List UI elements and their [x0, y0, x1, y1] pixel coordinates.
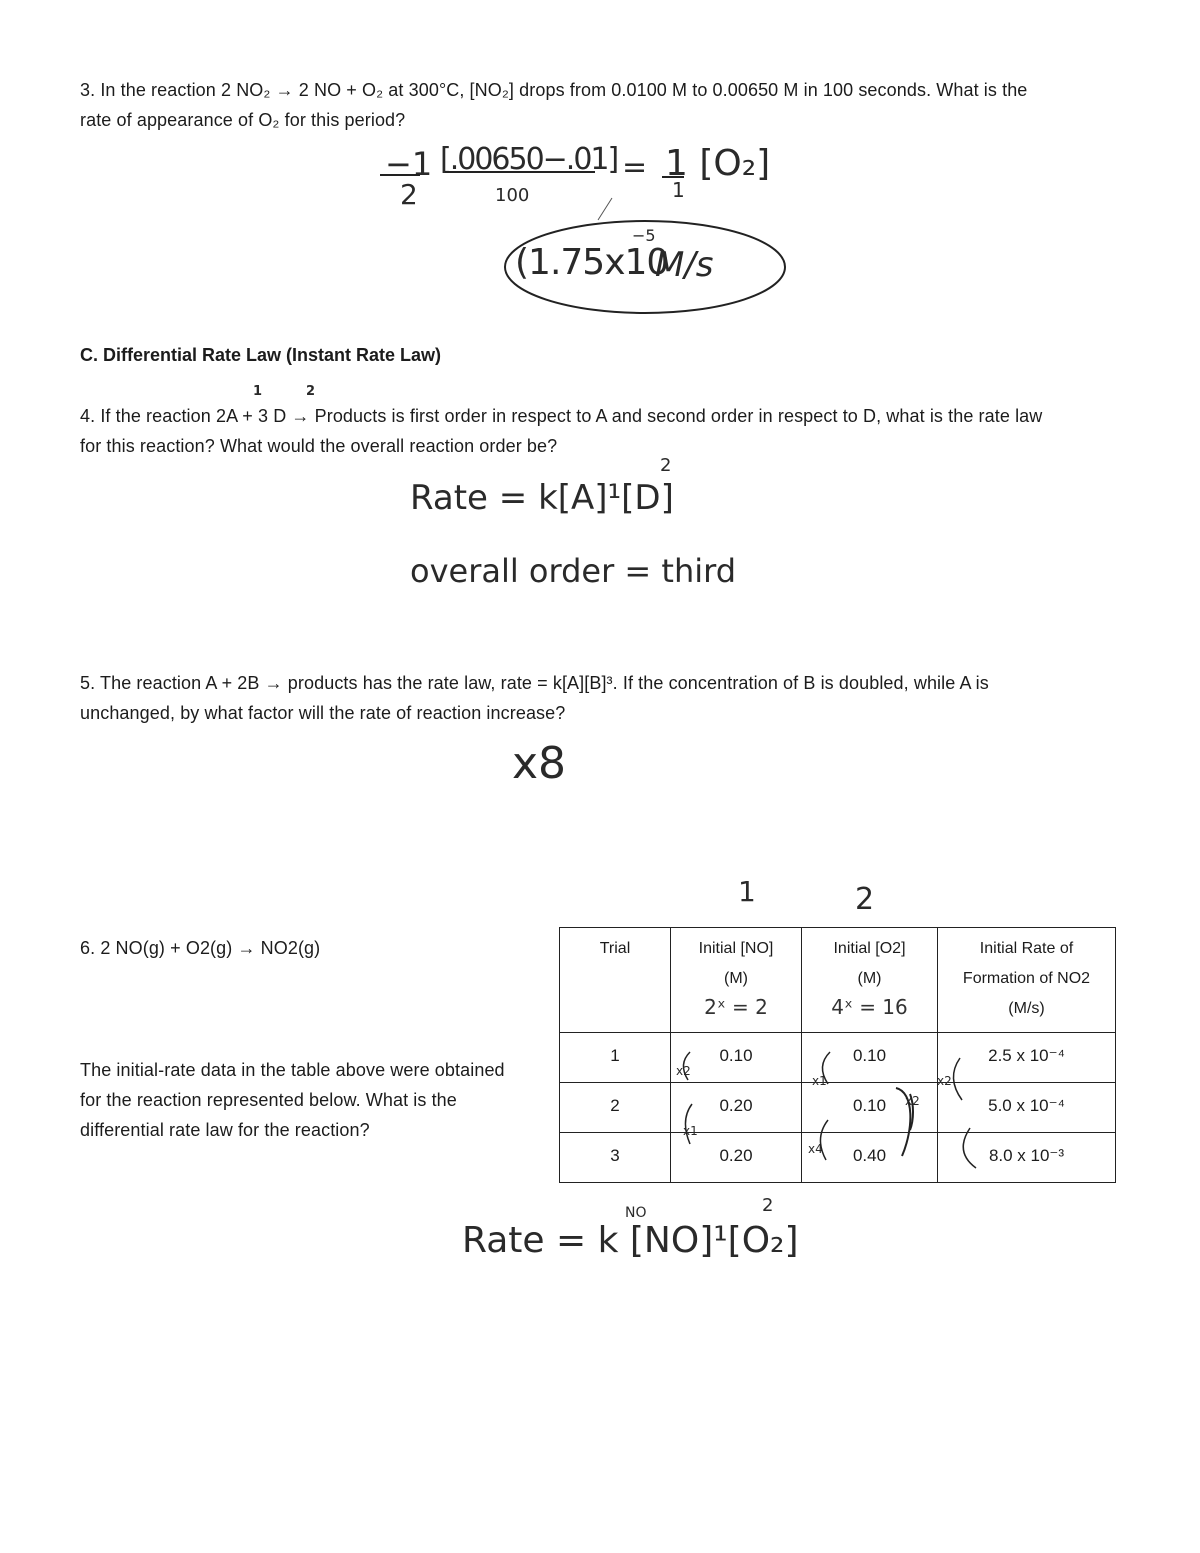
q3-work-100: 100 — [495, 185, 530, 206]
q6-answer-no-note: NO — [625, 1205, 647, 1221]
header-o2-handwriting: 4ˣ = 16 — [831, 995, 908, 1019]
q3-answer-unit: M/s — [655, 245, 714, 285]
q3-work-right-denom: 1 — [672, 178, 685, 202]
header-no-handwriting: 2ˣ = 2 — [704, 995, 768, 1019]
q3-work-denom: 2 — [400, 178, 418, 211]
cell-o2: 0.10 — [802, 1083, 938, 1133]
header-no: Initial [NO] (M) 2ˣ = 2 — [671, 928, 802, 1033]
q6-desc-line3: differential rate law for the reaction? — [80, 1120, 370, 1140]
q4-answer-exponent: 2 — [660, 455, 672, 476]
q4-line1: 4. If the reaction 2A + 3 D → Products is first order in respect to A and second order in respect to D, what is the rate law — [80, 406, 1043, 426]
scribble-o2 — [896, 1088, 910, 1156]
cell-trial: 1 — [560, 1033, 671, 1083]
q3-work-coef: −1 — [385, 145, 433, 183]
pointer-tick — [598, 198, 612, 220]
cell-rate: 8.0 x 10⁻³ — [938, 1133, 1116, 1183]
margin-rate-x2b: x2 — [905, 1094, 920, 1108]
q5-answer: x8 — [512, 738, 567, 789]
margin-no-x1: x1 — [683, 1124, 698, 1138]
bracket-rate-2 — [963, 1128, 976, 1168]
q6-order-o2: 2 — [855, 882, 875, 917]
cell-rate: 2.5 x 10⁻⁴ — [938, 1033, 1116, 1083]
cell-rate: 5.0 x 10⁻⁴ — [938, 1083, 1116, 1133]
q6-desc-line2: for the reaction represented below. What is the — [80, 1090, 457, 1110]
bracket-o2-1 — [822, 1052, 830, 1084]
q4-answer-order: overall order = third — [410, 552, 737, 590]
q4-mark-2: 2 — [306, 384, 316, 399]
q3-work-right: 1 [O₂] — [665, 143, 771, 184]
header-trial: Trial — [560, 928, 671, 1033]
q5-line2: unchanged, by what factor will the rate of reaction increase? — [80, 703, 566, 723]
section-c-title: C. Differential Rate Law (Instant Rate Law) — [80, 345, 442, 365]
q6-order-no: 1 — [738, 875, 756, 908]
q3-line1: 3. In the reaction 2 NO₂ → 2 NO + O₂ at 300°C, [NO₂] drops from 0.0100 M to 0.00650 M in 100 seconds. What is the — [80, 80, 1028, 100]
bracket-rate-1 — [953, 1058, 962, 1100]
q3-answer: (1.75x10 — [515, 242, 669, 283]
q4-mark-1: 1 — [253, 384, 263, 399]
margin-o2-x4: x4 — [808, 1142, 823, 1156]
cell-no: 0.10 — [671, 1033, 802, 1083]
margin-o2-x1: x1 — [812, 1074, 827, 1088]
q6-answer-exponent: 2 — [762, 1195, 774, 1216]
q3-work-bracket: [.00650−.01] — [440, 142, 618, 177]
answer-circle — [505, 221, 785, 313]
q5-line1: 5. The reaction A + 2B → products has the rate law, rate = k[A][B]³. If the concentration of B is doubled, while A is — [80, 673, 989, 693]
q6-equation: 6. 2 NO(g) + O2(g) → NO2(g) — [80, 938, 321, 958]
bracket-no-1 — [683, 1052, 690, 1080]
cell-no: 0.20 — [671, 1133, 802, 1183]
bracket-no-2 — [685, 1104, 692, 1144]
margin-no-x2: x2 — [676, 1064, 691, 1078]
cell-no: 0.20 — [671, 1083, 802, 1133]
q4-line2: for this reaction? What would the overall reaction order be? — [80, 436, 558, 456]
q6-desc-line1: The initial-rate data in the table above were obtained — [80, 1060, 505, 1080]
margin-rate-x2: x2 — [937, 1074, 952, 1088]
bracket-o2-2 — [820, 1120, 828, 1160]
cell-o2: 0.10 — [802, 1033, 938, 1083]
q3-work-equals: = — [622, 150, 648, 185]
cell-trial: 3 — [560, 1133, 671, 1183]
header-rate: Initial Rate of Formation of NO2 (M/s) — [938, 928, 1116, 1033]
q4-answer-rate: Rate = k[A]¹[D] — [410, 478, 674, 518]
q3-line2: rate of appearance of O₂ for this period? — [80, 110, 406, 130]
q6-answer-rate: Rate = k [NO]¹[O₂] — [462, 1220, 799, 1261]
cell-trial: 2 — [560, 1083, 671, 1133]
header-o2: Initial [O2] (M) 4ˣ = 16 — [802, 928, 938, 1033]
cell-o2: 0.40 — [802, 1133, 938, 1183]
q3-answer-exponent: −5 — [632, 226, 656, 245]
